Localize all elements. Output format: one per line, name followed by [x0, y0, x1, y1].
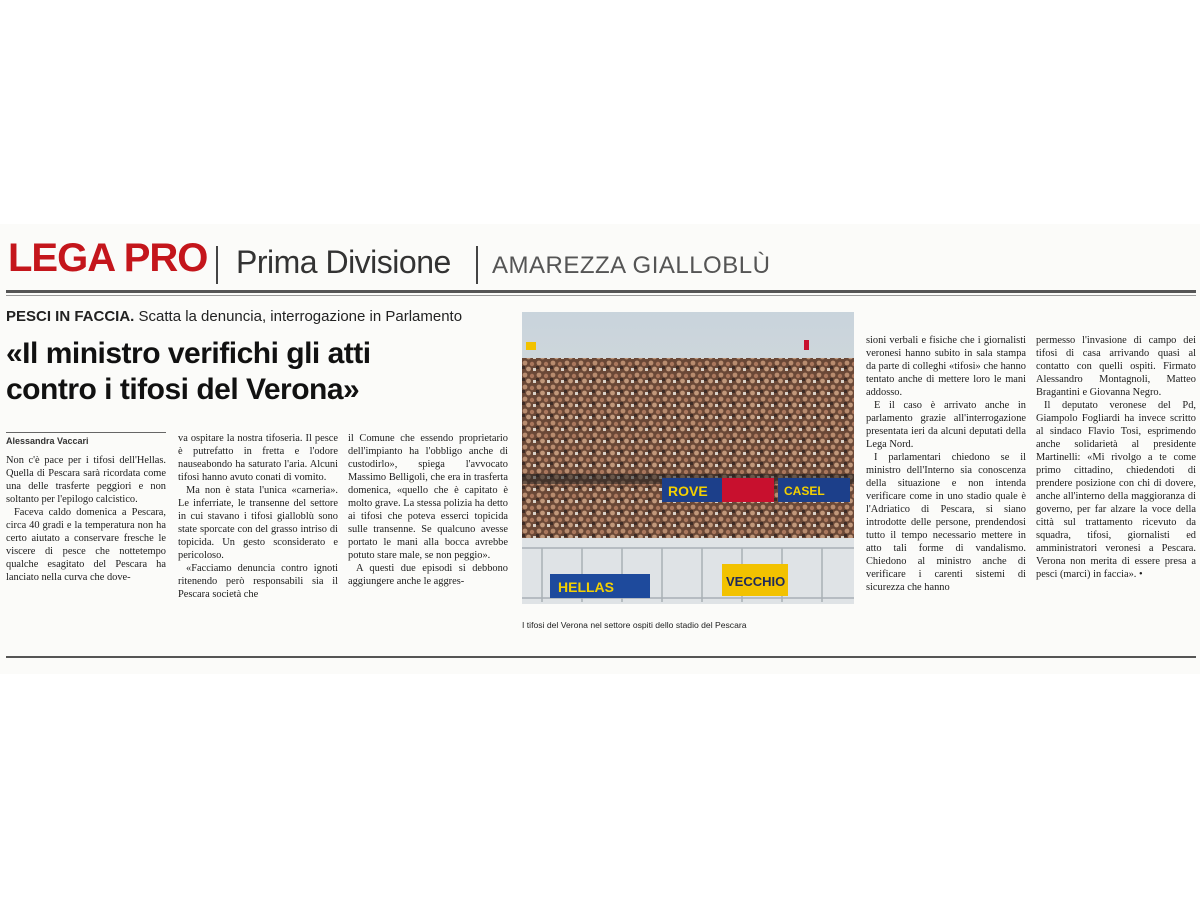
paragraph: sioni verbali e fisiche che i giornalisti veronesi hanno subito in sala stampa da parte di colleghi «tifosi» che hanno tentato anche di mettere loro le mani addosso. [866, 335, 1026, 398]
paragraph: Il deputato veronese del Pd, Giampolo Fogliardi ha invece scritto al sindaco Flavio Tosi, esprimendo anche solidarietà al presidente Martinelli: «Mi rivolgo a te come primo cittadino, chiedendoti di prendere posizione con chi di dovere, anche all'interno della maggioranza di governo, per far alzare la voce della città sul trattamento ricevuto da squadra, tifosi, giornalisti ed amministratori veronesi a Pescara. Verona non merita di essere presa a pesci (marci) in faccia». • [1036, 400, 1196, 580]
page-header [8, 232, 1198, 288]
division-title: Prima Divisione [236, 244, 451, 280]
article-column-3 [348, 432, 508, 588]
banner-text: ROVE [668, 483, 708, 499]
paragraph: Non c'è pace per i tifosi dell'Hellas. Quella di Pescara sarà ricordata come una delle trasferte peggiori e non soltanto per l'epilogo calcistico. [6, 455, 166, 505]
paragraph: Ma non è stata l'unica «carneria». Le inferriate, le transenne del settore in cui stavano i tifosi gialloblù sono state sporcate con del grasso intriso di topicida. Un gesto sconsiderato e pericoloso. [178, 485, 338, 561]
paragraph: permesso l'invasione di campo dei tifosi di casa arrivando quasi al contatto con quelli ospiti. Firmato Alessandro Montagnoli, Matteo Bragantini e Giovanna Negro. [1036, 335, 1196, 398]
header-divider [216, 246, 218, 284]
paragraph: E il caso è arrivato anche in parlamento grazie all'interrogazione presentata ieri da alcuni deputati della Lega Nord. [866, 400, 1026, 450]
topic-title: AMAREZZA GIALLOBLÙ [492, 252, 771, 279]
paragraph: va ospitare la nostra tifoseria. Il pesce è putrefatto in fretta e l'odore nauseabondo ha saturato l'aria. Alcuni tifosi hanno avuto conati di vomito. [178, 433, 338, 483]
section-title: LEGA PRO [8, 236, 208, 280]
banner-text: HELLAS [558, 579, 614, 595]
banner-text: CASEL [784, 484, 825, 498]
banner-text: VECCHIO [726, 574, 786, 589]
header-rule-thin [6, 295, 1196, 296]
kicker-text: Scatta la denuncia, interrogazione in Parlamento [134, 308, 463, 325]
headline-line: contro i tifosi del Verona» [6, 373, 360, 406]
author-byline: Alessandra Vaccari [6, 432, 166, 446]
article-column-2 [178, 432, 338, 601]
photo-caption: I tifosi del Verona nel settore ospiti dello stadio del Pescara [522, 620, 747, 630]
headline-line: «Il ministro verifichi gli atti [6, 337, 371, 370]
paragraph: Faceva caldo domenica a Pescara, circa 40 gradi e la temperatura non ha certo aiutato a conservare fresche le viscere di pesce che nottetempo qualche esagitato del Pescara ha lanciato nella curva che dove- [6, 507, 166, 583]
paragraph: A questi due episodi si debbono aggiungere anche le aggres- [348, 563, 508, 587]
article-column-4 [866, 334, 1026, 594]
paragraph: il Comune che essendo proprietario dell'impianto ha l'obbligo anche di custodirlo», spiega l'avvocato Massimo Belligoli, che era in trasferta domenica, «quello che è capitato è molto grave. La stessa polizia ha detto ai tifosi che poteva esserci topicida sulle transenne. Se qualcuno avesse portato le mani alla bocca avrebbe potuto stare male, se non peggio». [348, 433, 508, 561]
kicker [6, 308, 462, 325]
header-divider [476, 246, 478, 284]
footer-rule [6, 656, 1196, 658]
headline [6, 336, 506, 408]
paragraph: I parlamentari chiedono se il ministro dell'Interno sia conoscenza della situazione e non intenda verificare come in uno stadio quale è l'Adriatico di Pescara, si siano introdotte delle persone, prendendosi tutto il tempo necessario mettere in atto tali forme di vandalismo. Chiedono al ministro anche di verificare i carenti sistemi di sicurezza che hanno [866, 452, 1026, 593]
newspaper-clipping [0, 224, 1200, 674]
header-rule [6, 290, 1196, 293]
kicker-label: PESCI IN FACCIA. [6, 308, 135, 325]
paragraph: «Facciamo denuncia contro ignoti ritenendo però responsabili sia il Pescara società che [178, 563, 338, 600]
fans-photo [522, 312, 854, 604]
article-column-5 [1036, 334, 1196, 581]
article-column-1 [6, 454, 166, 584]
